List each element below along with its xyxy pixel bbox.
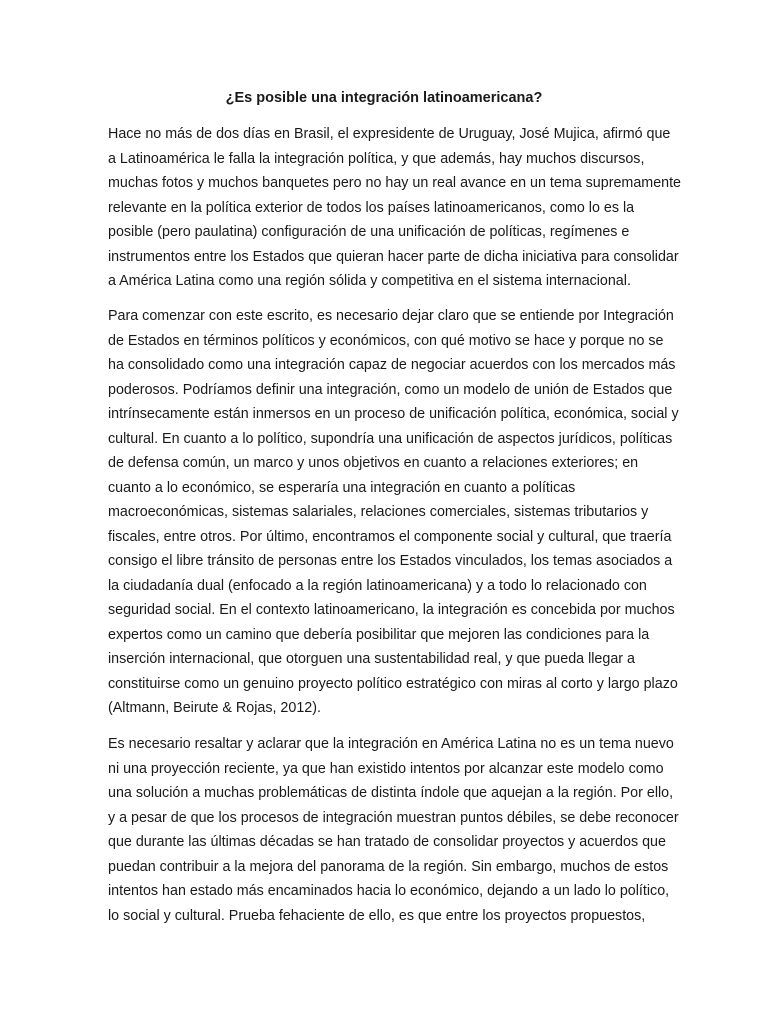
text-line: lo social y cultural. Prueba fehaciente de ello, es que entre los proyectos propuestos,	[108, 907, 646, 924]
text-line: posible (pero paulatina) configuración de una unificación de políticas, regímenes e	[108, 224, 630, 240]
paragraph-3	[108, 732, 679, 928]
paragraph-1	[108, 122, 682, 294]
text-line: instrumentos entre los Estados que quieran hacer parte de dicha iniciativa para consolidar	[108, 248, 679, 265]
text-line: que durante las últimas décadas se han tratado de consolidar proyectos y acuerdos que	[108, 834, 666, 850]
text-line: de defensa común, un marco y unos objetivos en cuanto a relaciones exteriores; en	[108, 455, 639, 471]
text-line: a Latinoamérica le falla la integración política, y que además, hay muchos discursos,	[108, 150, 645, 167]
text-line: ha consolidado como una integración capaz de negociar acuerdos con los mercados más	[108, 357, 676, 373]
text-line: a América Latina como una región sólida y competitiva en el sistema internacional.	[108, 273, 631, 289]
text-line: Hace no más de dos días en Brasil, el expresidente de Uruguay, José Mujica, afirmó que	[108, 126, 671, 142]
text-line: seguridad social. En el contexto latinoamericano, la integración es concebida por muchos	[108, 602, 675, 618]
text-line: consigo el libre tránsito de personas entre los Estados vinculados, los temas asociados a	[108, 553, 673, 569]
text-line: poderosos. Podríamos definir una integración, como un modelo de unión de Estados que	[108, 381, 673, 398]
text-line: y a pesar de que los procesos de integración muestran puntos débiles, se debe reconocer	[108, 809, 679, 826]
text-line: puedan contribuir a la mejora del panorama de la región. Sin embargo, muchos de estos	[108, 858, 669, 875]
text-line: relevante en la política exterior de todos los países latinoamericanos, como lo es la	[108, 199, 635, 216]
text-line: una solución a muchas problemáticas de distinta índole que aquejan a la región. Por ello,	[108, 785, 674, 801]
document-title: ¿Es posible una integración latinoamericana?	[225, 90, 543, 106]
paragraph-2	[108, 304, 679, 721]
text-line: (Altmann, Beirute & Rojas, 2012).	[108, 700, 321, 716]
text-line: cultural. En cuanto a lo político, supondría una unificación de aspectos jurídicos, políticas	[108, 430, 673, 447]
text-line: fiscales, entre otros. Por último, encontramos el componente social y cultural, que traería	[108, 528, 672, 545]
text-line: intentos han estado más encaminados hacia lo económico, dejando a un lado lo político,	[108, 883, 670, 899]
text-line: de Estados en términos políticos y económicos, con qué motivo se hace y porque no se	[108, 332, 664, 349]
text-line: intrínsecamente están inmersos en un proceso de unificación política, económica, social y	[108, 406, 679, 422]
text-line: constituirse como un genuino proyecto político estratégico con miras al corto y largo plazo	[108, 675, 678, 692]
text-line: Es necesario resaltar y aclarar que la integración en América Latina no es un tema nuevo	[108, 736, 674, 752]
text-line: macroeconómicas, sistemas salariales, relaciones comerciales, sistemas tributarios y	[108, 504, 649, 520]
text-line: expertos como un camino que debería posibilitar que mejoren las condiciones para la	[108, 626, 650, 643]
text-line: inserción internacional, que otorguen una sustentabilidad real, y que pueda llegar a	[108, 651, 635, 667]
text-line: la ciudadanía dual (enfocado a la región latinoamericana) y a todo lo relacionado con	[108, 577, 647, 594]
text-line: Para comenzar con este escrito, es necesario dejar claro que se entiende por Integración	[108, 308, 674, 324]
text-line: ni una proyección reciente, ya que han existido intentos por alcanzar este modelo como	[108, 760, 664, 777]
text-line: cuanto a lo económico, se esperaría una integración en cuanto a políticas	[108, 479, 576, 496]
text-line: muchas fotos y muchos banquetes pero no hay un real avance en un tema supremamente	[108, 175, 682, 191]
